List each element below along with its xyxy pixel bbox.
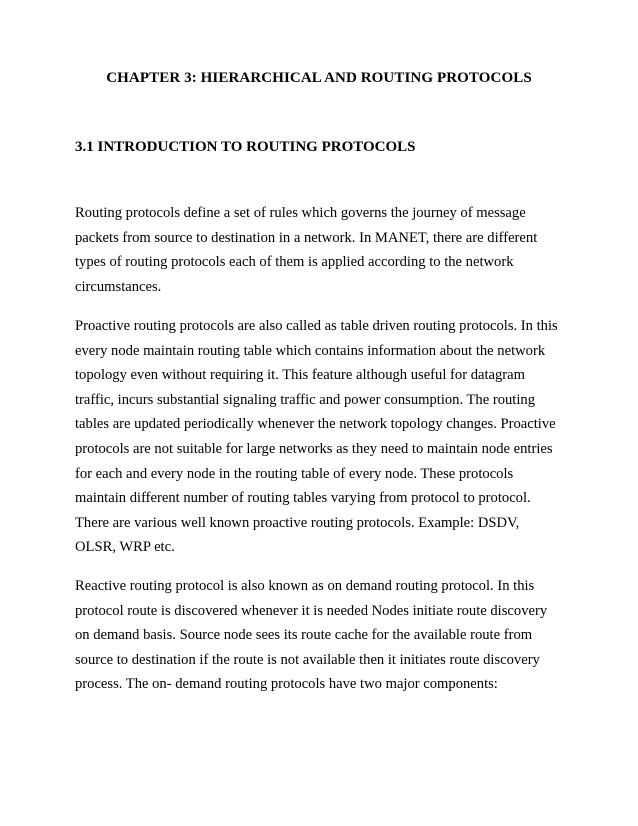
- text-line: every node maintain routing table which contains information about the network: [75, 342, 546, 359]
- text-line: Routing protocols define a set of rules which governs the journey of message: [75, 205, 526, 221]
- text-line: Reactive routing protocol is also known as on demand routing protocol. In this: [75, 578, 535, 594]
- text-line: tables are updated periodically whenever the network topology changes. Proactive: [75, 416, 556, 433]
- text-line: protocol route is discovered whenever it is needed Nodes initiate route discovery: [75, 602, 548, 619]
- text-line: on demand basis. Source node sees its route cache for the available route from: [75, 627, 533, 644]
- paragraph-routing-protocols-intro: [75, 201, 575, 299]
- text-line: topology even without requiring it. This feature although useful for datagram: [75, 367, 525, 384]
- text-line: types of routing protocols each of them is applied according to the network: [75, 254, 514, 271]
- text-line: OLSR, WRP etc.: [75, 539, 175, 556]
- paragraph-reactive-protocols: [75, 574, 575, 697]
- text-line: traffic, incurs substantial signaling traffic and power consumption. The routing: [75, 391, 536, 408]
- text-line: packets from source to destination in a network. In MANET, there are different: [75, 229, 538, 246]
- chapter-title: CHAPTER 3: HIERARCHICAL AND ROUTING PROTOCOLS: [106, 70, 532, 86]
- text-line: maintain different number of routing tables varying from protocol to protocol.: [75, 490, 531, 507]
- text-line: for each and every node in the routing table of every node. These protocols: [75, 465, 514, 482]
- section-heading: 3.1 INTRODUCTION TO ROUTING PROTOCOLS: [75, 139, 416, 155]
- text-line: protocols are not suitable for large networks as they need to maintain node entries: [75, 440, 553, 457]
- text-line: There are various well known proactive routing protocols. Example: DSDV,: [75, 514, 520, 531]
- paragraph-proactive-protocols: [75, 314, 575, 560]
- text-line: process. The on- demand routing protocols have two major components:: [75, 676, 498, 693]
- text-line: Proactive routing protocols are also called as table driven routing protocols. In this: [75, 318, 558, 334]
- text-line: circumstances.: [75, 278, 162, 295]
- text-line: source to destination if the route is not available then it initiates route discovery: [75, 651, 540, 668]
